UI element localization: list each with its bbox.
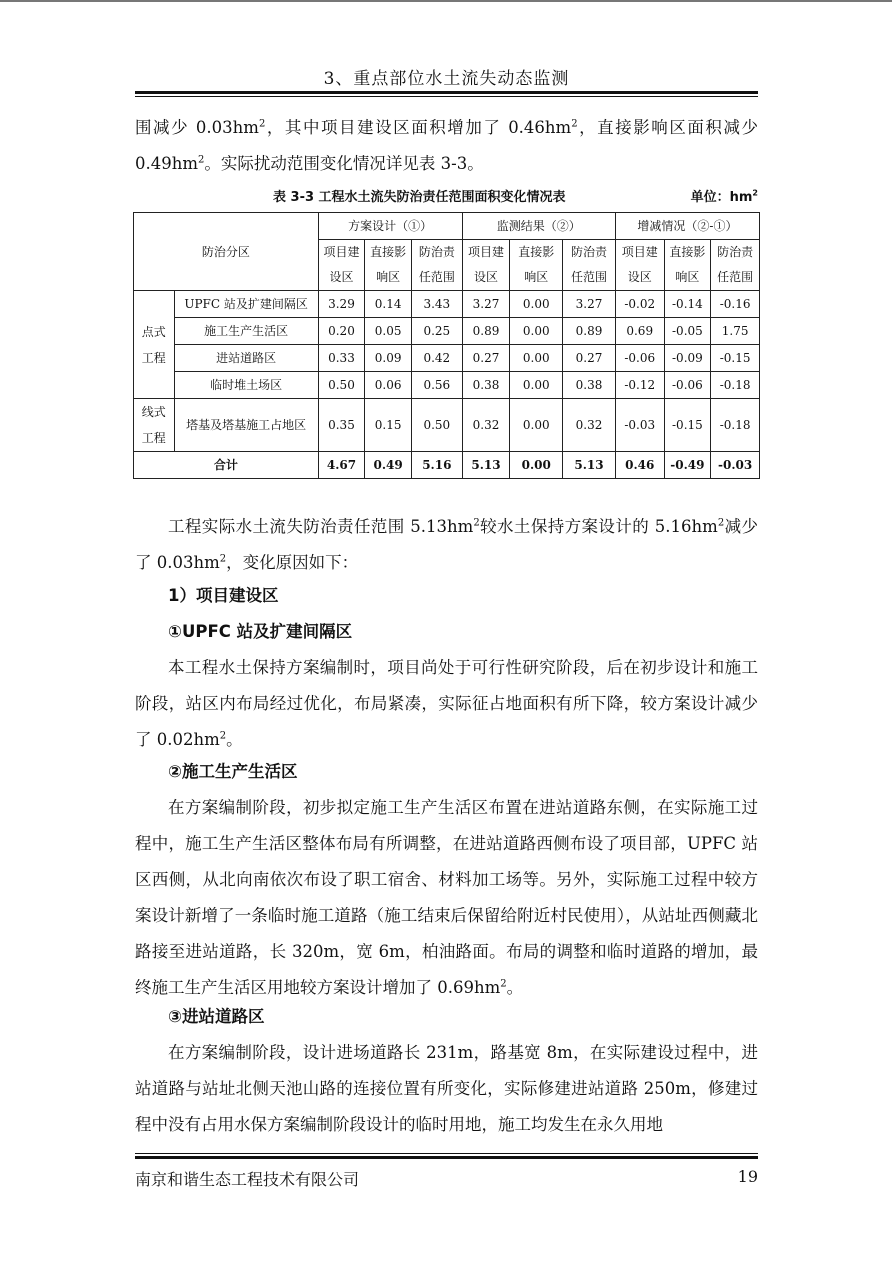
subheader-cell: 直接影 响区 [365, 240, 412, 291]
total-value-cell: 5.13 [462, 452, 510, 479]
value-cell: 0.00 [510, 318, 563, 345]
value-cell: -0.15 [664, 399, 711, 452]
header-rule-thick [135, 91, 758, 94]
subheader-cell: 项目建 设区 [615, 240, 664, 291]
value-cell: 0.27 [462, 345, 510, 372]
page-header: 3、重点部位水土流失动态监测 [323, 69, 570, 89]
value-cell: 3.27 [563, 291, 616, 318]
value-cell: 0.89 [462, 318, 510, 345]
total-value-cell: 0.00 [510, 452, 563, 479]
value-cell: 0.25 [411, 318, 462, 345]
category-line-cell: 线式 工程 [134, 399, 175, 452]
total-value-cell: -0.49 [664, 452, 711, 479]
value-cell: -0.16 [711, 291, 760, 318]
value-cell: 3.43 [411, 291, 462, 318]
subheader-cell: 直接影 响区 [664, 240, 711, 291]
total-value-cell: 0.49 [365, 452, 412, 479]
table-row [134, 372, 760, 399]
value-cell: 0.00 [510, 399, 563, 452]
value-cell: 0.33 [318, 345, 365, 372]
value-cell: 0.00 [510, 291, 563, 318]
table-header-row [134, 213, 760, 240]
total-label-cell: 合计 [134, 452, 319, 479]
value-cell: 0.42 [411, 345, 462, 372]
total-value-cell: 5.16 [411, 452, 462, 479]
value-cell: -0.06 [664, 372, 711, 399]
subheader-cell: 防治责 任范围 [711, 240, 760, 291]
value-cell: 0.89 [563, 318, 616, 345]
table-total-row [134, 452, 760, 479]
value-cell: -0.06 [615, 345, 664, 372]
value-cell: 0.14 [365, 291, 412, 318]
group-header-design: 方案设计（①） [318, 213, 462, 240]
zone-name-cell: 施工生产生活区 [174, 318, 318, 345]
value-cell: 0.05 [365, 318, 412, 345]
zone-name-cell: 塔基及塔基施工占地区 [174, 399, 318, 452]
subheader-cell: 防治责 任范围 [563, 240, 616, 291]
subheader-cell: 直接影 响区 [510, 240, 563, 291]
value-cell: 0.69 [615, 318, 664, 345]
value-cell: -0.18 [711, 372, 760, 399]
section-heading-project-area: 1）项目建设区 [168, 586, 279, 605]
paragraph-access-road: 在方案编制阶段，设计进场道路长 231m，路基宽 8m，在实际建设过程中，进站道路与站址北侧天池山路的连接位置有所变化，实际修建进站道路 250m，修建过程中没有占用水保方案编制阶段设计的临时用地，施工均发生在永久用地 [135, 1043, 758, 1134]
subheader-cell: 项目建 设区 [318, 240, 365, 291]
total-value-cell: 5.13 [563, 452, 616, 479]
footer-rule-thick [135, 1156, 758, 1159]
page-number: 19 [737, 1167, 758, 1186]
intro-paragraph: 围减少 $0.03hm^2$，其中项目建设区面积增加了 $0.46hm^2$，直接影响区面积减少 $0.49hm^2$。实际扰动范围变化情况详见表 3-3。 [135, 118, 758, 173]
value-cell: -0.09 [664, 345, 711, 372]
value-cell: 0.38 [563, 372, 616, 399]
zone-name-cell: 临时堆土场区 [174, 372, 318, 399]
value-cell: 0.27 [563, 345, 616, 372]
value-cell: 3.29 [318, 291, 365, 318]
value-cell: 0.09 [365, 345, 412, 372]
table-row [134, 345, 760, 372]
subheader-cell: 项目建 设区 [462, 240, 510, 291]
zone-header: 防治分区 [134, 213, 319, 291]
zone-name-cell: 进站道路区 [174, 345, 318, 372]
total-value-cell: 0.46 [615, 452, 664, 479]
value-cell: -0.02 [615, 291, 664, 318]
paragraph-construction-area: 在方案编制阶段，初步拟定施工生产生活区布置在进站道路东侧，在实际施工过程中，施工生产生活区整体布局有所调整，在进站道路西侧布设了项目部，UPFC 站区西侧，从北向南依次布设了职工宿舍、材料加工场等。另外，实际施工过程中较方案设计新增了一条临时施工道路（施工结束后保留给附近村民使用），从站址西侧藏北路接至进站道路，长 320m，宽 6m，柏油路面。布局的调整和临时道路的增加，最终施工生产生活区用地较方案设计增加了 $0.69hm^2$。 [135, 798, 758, 997]
table-row [134, 399, 760, 452]
value-cell: -0.14 [664, 291, 711, 318]
subheader-cell: 防治责 任范围 [411, 240, 462, 291]
group-header-change: 增减情况（②-①） [615, 213, 759, 240]
subheading-upfc-station: ①UPFC 站及扩建间隔区 [168, 622, 353, 641]
value-cell: 0.15 [365, 399, 412, 452]
group-header-monitoring: 监测结果（②） [462, 213, 615, 240]
paragraph-upfc-station: 本工程水土保持方案编制时，项目尚处于可行性研究阶段，后在初步设计和施工阶段，站区内布局经过优化，布局紧凑，实际征占地面积有所下降，较方案设计减少了 $0.02hm^2$。 [135, 658, 758, 749]
value-cell: 0.38 [462, 372, 510, 399]
value-cell: 0.06 [365, 372, 412, 399]
table-caption [135, 186, 758, 208]
footer-rule-thin [135, 1153, 758, 1154]
table-row [134, 291, 760, 318]
value-cell: 0.32 [462, 399, 510, 452]
value-cell: 0.56 [411, 372, 462, 399]
value-cell: 0.00 [510, 345, 563, 372]
value-cell: -0.03 [615, 399, 664, 452]
top-border [0, 0, 892, 2]
value-cell: 0.00 [510, 372, 563, 399]
subheading-access-road: ③进站道路区 [168, 1007, 265, 1026]
value-cell: -0.15 [711, 345, 760, 372]
value-cell: 0.20 [318, 318, 365, 345]
footer-company: 南京和谐生态工程技术有限公司 [135, 1170, 360, 1189]
summary-paragraph: 工程实际水土流失防治责任范围 $5.13hm^2$较水土保持方案设计的 $5.16hm^2$减少了 $0.03hm^2$，变化原因如下： [135, 517, 758, 572]
zone-name-cell: UPFC 站及扩建间隔区 [174, 291, 318, 318]
category-point-cell: 点式 工程 [134, 291, 175, 399]
total-value-cell: -0.03 [711, 452, 760, 479]
value-cell: -0.12 [615, 372, 664, 399]
value-cell: 0.32 [563, 399, 616, 452]
table-unit: 单位：$hm^2$ [690, 188, 758, 205]
value-cell: 1.75 [711, 318, 760, 345]
total-value-cell: 4.67 [318, 452, 365, 479]
subheading-construction-area: ②施工生产生活区 [168, 762, 298, 781]
table-row [134, 318, 760, 345]
value-cell: 0.35 [318, 399, 365, 452]
value-cell: -0.05 [664, 318, 711, 345]
value-cell: -0.18 [711, 399, 760, 452]
value-cell: 3.27 [462, 291, 510, 318]
value-cell: 0.50 [318, 372, 365, 399]
table-title: 表 3-3 工程水土流失防治责任范围面积变化情况表 [273, 190, 566, 205]
header-rule-thin [135, 96, 758, 97]
area-change-table [133, 212, 760, 479]
value-cell: 0.50 [411, 399, 462, 452]
